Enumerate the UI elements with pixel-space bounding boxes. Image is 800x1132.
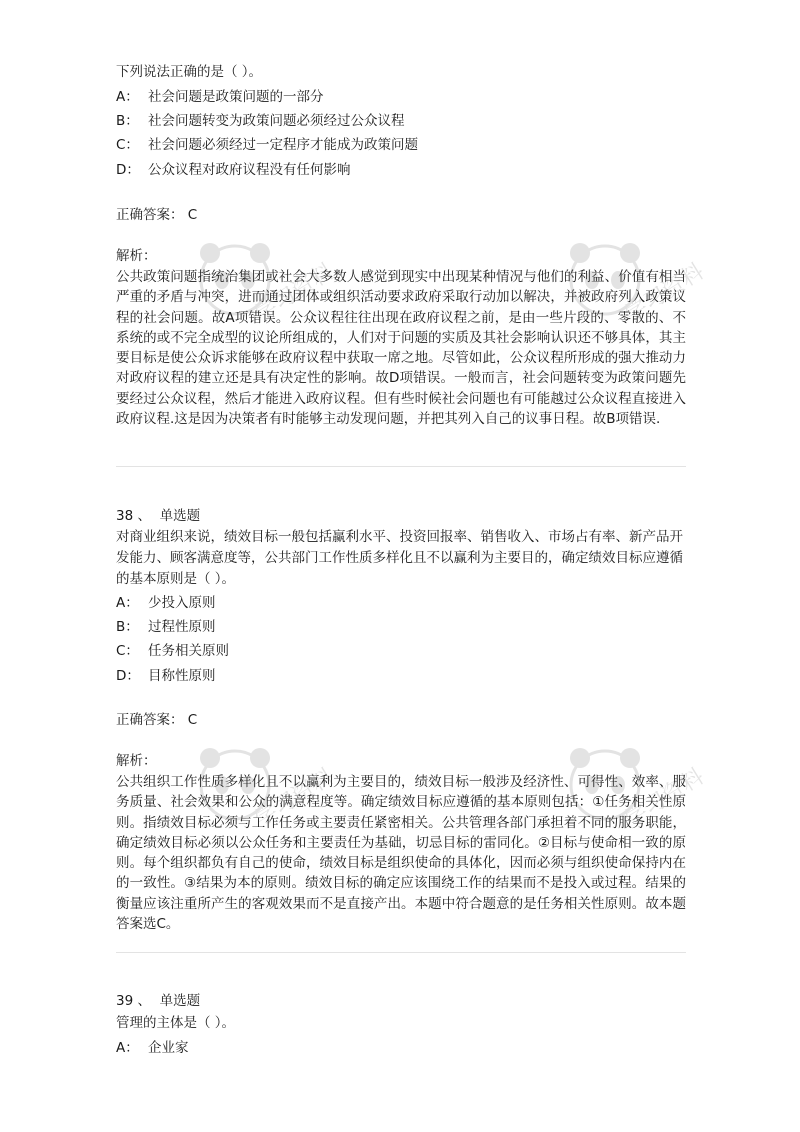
- question-37-analysis-label: 解析：: [116, 248, 157, 264]
- question-divider: [116, 952, 686, 953]
- question-37-option-d[interactable]: [116, 160, 351, 180]
- option-text: 社会问题必须经过一定程序才能成为政策问题: [148, 137, 418, 153]
- question-37-answer: 正确答案： C: [116, 207, 198, 223]
- watermark-text: 学习资料: [250, 259, 339, 328]
- question-38-option-a[interactable]: [116, 593, 216, 613]
- question-39-header: [116, 989, 200, 1009]
- question-divider: [116, 466, 686, 467]
- option-key: A：: [116, 1040, 139, 1056]
- option-key: D：: [116, 668, 140, 684]
- watermark-text: 学习资料: [620, 764, 709, 833]
- option-text: 社会问题转变为政策问题必须经过公众议程: [148, 113, 405, 129]
- watermark-text: 学习资料: [620, 259, 709, 328]
- option-key: B：: [116, 113, 139, 129]
- option-text: 少投入原则: [148, 595, 216, 611]
- panda-watermark-icon: [190, 740, 339, 850]
- option-text: 企业家: [148, 1040, 189, 1056]
- option-text: 目称性原则: [148, 668, 216, 684]
- question-38-analysis-label: 解析：: [116, 753, 157, 769]
- question-type: 单选题: [159, 993, 201, 1009]
- watermark-text: 学习资料: [250, 764, 339, 833]
- question-37-stem: 下列说法正确的是（ ）。: [116, 64, 263, 80]
- option-text: 过程性原则: [148, 619, 216, 635]
- option-text: 公众议程对政府议程没有任何影响: [148, 162, 351, 178]
- option-key: A：: [116, 89, 139, 105]
- question-number: 38 、: [116, 508, 151, 524]
- panda-watermark-icon: [560, 740, 710, 850]
- question-38-option-d[interactable]: [116, 666, 216, 686]
- option-key: B：: [116, 619, 139, 635]
- question-number: 39 、: [116, 993, 151, 1009]
- question-37-analysis: 公共政策问题指统治集团或社会大多数人感觉到现实中出现某种情况与他们的利益、价值有相当严重的矛盾与冲突，进而通过团体或组织活动要求政府采取行动加以解决，并被政府列入政策议程的社会问题。故A项错误。公众议程往往出现在政府议程之前，是由一些片段的、零散的、不系统的或不完全成型的议论所组成的，人们对于问题的实质及其社会影响认识还不够具体，其主要目标是使公众诉求能够在政府议程中获取一席之地。尽管如此，公众议程所形成的强大推动力对政府议程的建立还是具有决定性的影响。故D项错误。一般而言，社会问题转变为政策问题先要经过公众议程，然后才能进入政府议程。但有些时候社会问题也有可能越过公众议程直接进入政府议程.这是因为决策者有时能够主动发现问题，并把其列入自己的议事日程。故B项错误.: [116, 269, 686, 428]
- question-38-option-c[interactable]: [116, 641, 229, 661]
- option-key: C：: [116, 643, 139, 659]
- question-type: 单选题: [159, 508, 201, 524]
- question-38-stem: 对商业组织来说，绩效目标一般包括赢利水平、投资回报率、销售收入、市场占有率、新产品开发能力、顾客满意度等，公共部门工作性质多样化且不以赢利为主要目的，确定绩效目标应遵循的基本原则是（ ）。: [116, 529, 683, 587]
- question-37-option-a[interactable]: [116, 87, 324, 107]
- question-38-header: [116, 504, 200, 524]
- question-38-analysis: 公共组织工作性质多样化且不以赢利为主要目的，绩效目标一般涉及经济性、可得性、效率、服务质量、社会效果和公众的满意程度等。确定绩效目标应遵循的基本原则包括：①任务相关性原则。指绩效目标必须与工作任务或主要责任紧密相关。公共管理各部门承担着不同的服务职能，确定绩效目标必须以公众任务和主要责任为基础，切忌目标的雷同化。②目标与使命相一致的原则。每个组织都负有自己的使命，绩效目标是组织使命的具体化，因而必须与组织使命保持内在的一致性。③结果为本的原则。绩效目标的确定应该围绕工作的结果而不是投入或过程。结果的衡量应该注重所产生的客观效果而不是直接产出。本题中符合题意的是任务相关性原则。故本题答案选C。: [116, 774, 686, 933]
- question-37-option-c[interactable]: [116, 135, 418, 155]
- panda-watermark-icon: [190, 235, 339, 345]
- question-39-stem: 管理的主体是（ ）。: [116, 1015, 236, 1031]
- question-39-option-a[interactable]: [116, 1038, 189, 1058]
- panda-watermark-icon: [560, 235, 710, 345]
- question-38-option-b[interactable]: [116, 617, 216, 637]
- option-key: D：: [116, 162, 140, 178]
- question-37-option-b[interactable]: [116, 111, 405, 131]
- option-key: A：: [116, 595, 139, 611]
- question-38-answer: 正确答案： C: [116, 712, 198, 728]
- option-text: 社会问题是政策问题的一部分: [148, 89, 324, 105]
- option-key: C：: [116, 137, 139, 153]
- option-text: 任务相关原则: [148, 643, 229, 659]
